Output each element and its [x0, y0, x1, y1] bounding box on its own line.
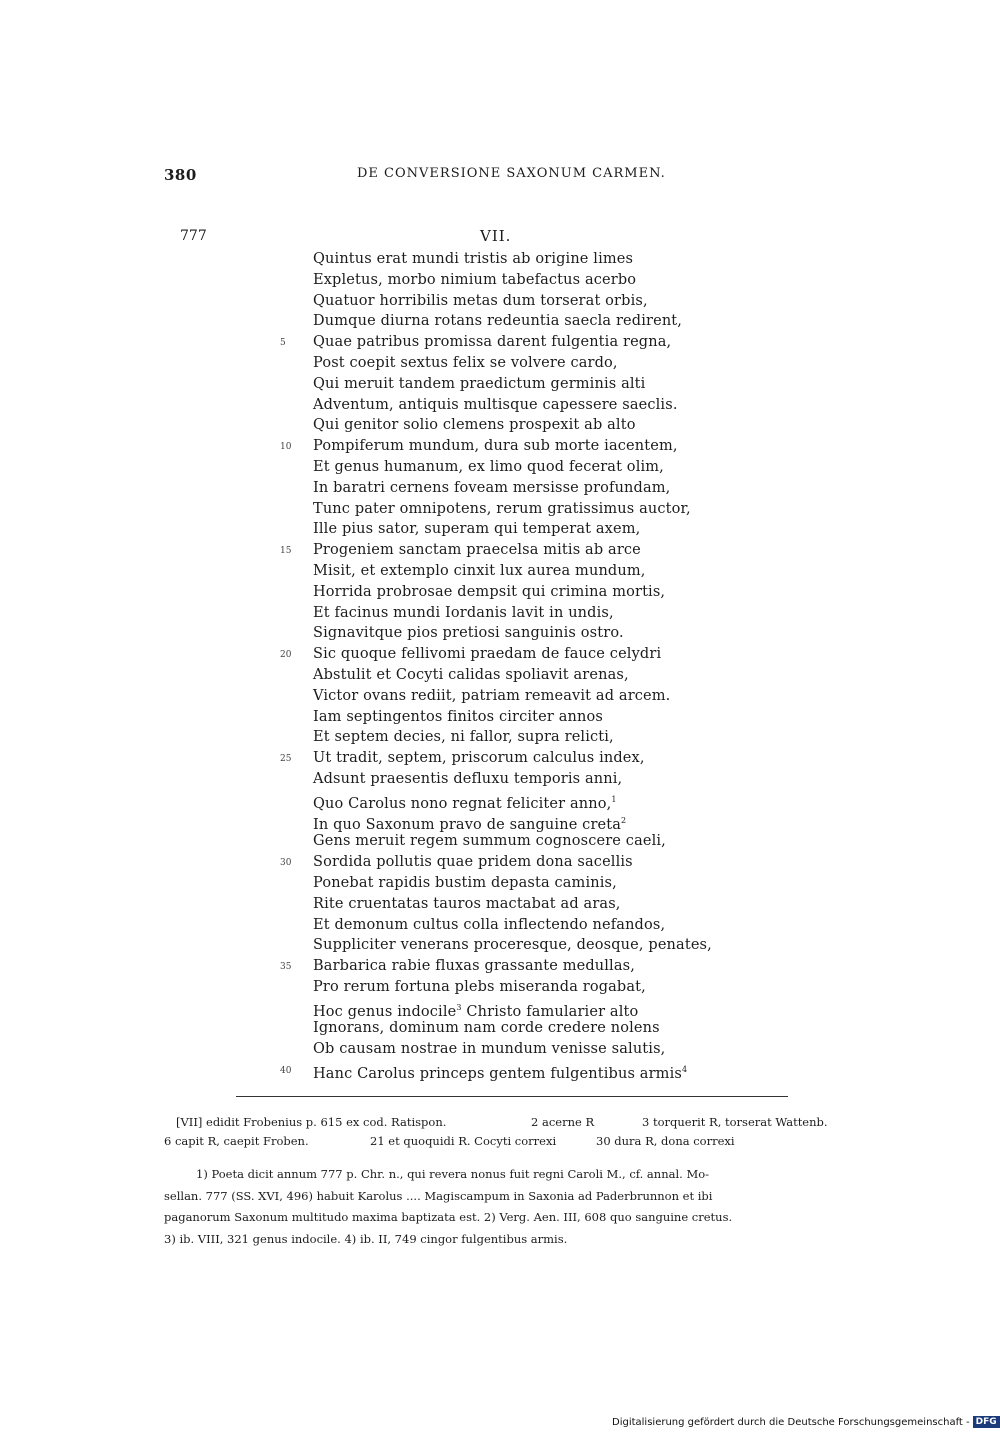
verse-text: [313, 311, 682, 332]
verse-line: [0, 769, 1000, 790]
verse-text-main: Dumque diurna rotans redeuntia saecla redirent,: [313, 313, 683, 330]
verse-line: [0, 790, 1000, 811]
verse-text: [313, 374, 645, 395]
verse-line: [0, 998, 1000, 1019]
verse-block: [0, 249, 1000, 1081]
verse-line: [0, 915, 1000, 936]
verse-line: [0, 873, 1000, 894]
verse-line: [0, 603, 1000, 624]
verse-line: [0, 291, 1000, 312]
verse-line: [0, 1039, 1000, 1060]
verse-line: [0, 707, 1000, 728]
verse-text: [313, 561, 646, 582]
page-number: 380: [164, 166, 197, 184]
verse-text: [313, 686, 670, 707]
verse-text: [313, 436, 678, 457]
verse-text: [313, 727, 614, 748]
verse-text-main: Quatuor horribilis metas dum torserat orbis,: [313, 292, 648, 309]
verse-text: [313, 873, 617, 894]
verse-line: [0, 561, 1000, 582]
verse-line: [0, 644, 1000, 665]
verse-line: [0, 956, 1000, 977]
verse-line: [0, 311, 1000, 332]
verse-text: [313, 915, 665, 936]
verse-text-main: Et facinus mundi Iordanis lavit in undis,: [313, 604, 614, 621]
verse-text: [313, 395, 678, 416]
verse-text: [313, 270, 636, 291]
running-head: DE CONVERSIONE SAXONUM CARMEN.: [357, 166, 666, 181]
verse-line: [0, 519, 1000, 540]
verse-line: [0, 1018, 1000, 1039]
verse-text: [313, 707, 603, 728]
verse-text: [313, 249, 633, 270]
verse-line: [0, 894, 1000, 915]
verse-text-main: Expletus, morbo nimium tabefactus acerbo: [313, 271, 637, 288]
verse-text-main: Pompiferum mundum, dura sub morte iacentem,: [313, 438, 678, 455]
verse-line: [0, 935, 1000, 956]
verse-text-main: Adventum, antiquis multisque capessere saeclis.: [313, 396, 678, 413]
verse-text: [313, 332, 671, 353]
verse-line: [0, 374, 1000, 395]
verse-text: [313, 540, 641, 561]
verse-number: 20: [280, 650, 292, 661]
margin-year: 777: [180, 228, 207, 244]
verse-line: [0, 582, 1000, 603]
verse-number: 30: [280, 858, 292, 869]
verse-line: [0, 395, 1000, 416]
apparatus-note: 6 capit R, caepit Froben.: [164, 1134, 309, 1148]
verse-line: [0, 686, 1000, 707]
verse-text-main: Hoc genus indocile: [313, 1003, 457, 1020]
verse-text-main: Abstulit et Cocyti calidas spoliavit arenas,: [313, 666, 629, 683]
verse-text-main: Ponebat rapidis bustim depasta caminis,: [313, 874, 617, 891]
verse-text: [313, 457, 664, 478]
verse-text-main: In baratri cernens foveam mersisse profundam,: [313, 479, 671, 496]
apparatus-line: [164, 1113, 836, 1132]
apparatus-note: 30 dura R, dona correxi: [596, 1134, 735, 1148]
verse-text: [313, 1060, 687, 1085]
verse-text-main: Progeniem sanctam praecelsa mitis ab arce: [313, 542, 641, 559]
verse-number: 15: [280, 546, 292, 557]
verse-text-main: Qui meruit tandem praedictum germinis alti: [313, 375, 646, 392]
verse-text: [313, 499, 691, 520]
verse-text-main: Et demonum cultus colla inflectendo nefandos,: [313, 916, 666, 933]
verse-text-main: Quae patribus promissa darent fulgentia regna,: [313, 334, 672, 351]
verse-line: [0, 353, 1000, 374]
verse-line: [0, 457, 1000, 478]
verse-text: [313, 582, 665, 603]
verse-text: [313, 415, 636, 436]
footer-credit: [612, 1416, 1000, 1428]
verse-text: [313, 665, 629, 686]
verse-text: [313, 769, 622, 790]
verse-text: [313, 603, 614, 624]
verse-line: [0, 436, 1000, 457]
verse-text-main: Post coepit sextus felix se volvere cardo,: [313, 354, 618, 371]
verse-text-main: Ille pius sator, superam qui temperat axem,: [313, 521, 641, 538]
critical-apparatus: [164, 1113, 836, 1151]
verse-text-main: Suppliciter venerans proceresque, deosque, penates,: [313, 937, 712, 954]
verse-text-main: Sordida pollutis quae pridem dona sacellis: [313, 854, 633, 871]
verse-text: [313, 852, 633, 873]
verse-line: [0, 977, 1000, 998]
verse-text-main: Et genus humanum, ex limo quod fecerat olim,: [313, 458, 664, 475]
verse-text-main: Sic quoque fellivomi praedam de fauce celydri: [313, 646, 662, 663]
verse-number: 5: [280, 338, 286, 349]
verse-text-main: Gens meruit regem summum cognoscere caeli,: [313, 833, 666, 850]
verse-text-main: Et septem decies, ni fallor, supra relicti,: [313, 729, 614, 746]
verse-text: [313, 935, 712, 956]
verse-text: [313, 644, 661, 665]
footnote-line: 3) ib. VIII, 321 genus indocile. 4) ib. II, 749 cingor fulgentibus armis.: [164, 1231, 568, 1246]
verse-text-main: Pro rerum fortuna plebs miseranda rogabat,: [313, 978, 646, 995]
verse-text: [313, 478, 670, 499]
footnote-marker: 1: [611, 794, 617, 804]
verse-line: [0, 811, 1000, 832]
verse-number: 25: [280, 754, 292, 765]
verse-text: [313, 623, 624, 644]
verse-number: 10: [280, 442, 292, 453]
verse-text-main: Qui genitor solio clemens prospexit ab alto: [313, 417, 636, 434]
verse-line: [0, 499, 1000, 520]
dfg-logo: DFG: [973, 1416, 1000, 1428]
verse-line: [0, 1060, 1000, 1081]
verse-text-main: Barbarica rabie fluxas grassante medullas,: [313, 958, 635, 975]
footnote-line: sellan. 777 (SS. XVI, 496) habuit Karolus .... Magiscampum in Saxonia ad Paderbrunnon et ibi: [164, 1188, 713, 1203]
verse-text: [313, 831, 666, 852]
footnote-marker: 2: [621, 815, 627, 825]
verse-text: [313, 956, 635, 977]
verse-text-after: Christo famularier alto: [461, 1003, 639, 1020]
verse-text-main: Quintus erat mundi tristis ab origine limes: [313, 251, 634, 267]
verse-text: [313, 1018, 660, 1039]
verse-text-main: Hanc Carolus princeps gentem fulgentibus armis: [313, 1066, 682, 1083]
verse-text-main: Signavitque pios pretiosi sanguinis ostro.: [313, 625, 624, 642]
footnotes: [164, 1164, 836, 1250]
verse-text-main: In quo Saxonum pravo de sanguine creta: [313, 816, 622, 833]
apparatus-rule: [236, 1096, 788, 1097]
verse-text-main: Adsunt praesentis defluxu temporis anni,: [313, 770, 623, 787]
verse-number: 35: [280, 962, 292, 973]
verse-line: [0, 831, 1000, 852]
verse-number: 40: [280, 1066, 292, 1077]
verse-line: [0, 249, 1000, 270]
verse-text-main: Tunc pater omnipotens, rerum gratissimus auctor,: [313, 500, 691, 517]
verse-line: [0, 852, 1000, 873]
verse-text: [313, 291, 648, 312]
verse-text-main: Ob causam nostrae in mundum venisse salutis,: [313, 1041, 666, 1058]
verse-line: [0, 332, 1000, 353]
verse-text: [313, 1039, 665, 1060]
verse-line: [0, 478, 1000, 499]
verse-text: [313, 748, 645, 769]
verse-line: [0, 665, 1000, 686]
verse-text-main: Horrida probrosae dempsit qui crimina mortis,: [313, 583, 666, 600]
verse-text-main: Victor ovans rediit, patriam remeavit ad arcem.: [313, 687, 671, 704]
footnote-marker: 4: [681, 1065, 688, 1075]
verse-text-main: Iam septingentos finitos circiter annos: [313, 708, 603, 725]
verse-line: [0, 270, 1000, 291]
footnote-marker: 3: [456, 1002, 462, 1012]
apparatus-line: [164, 1132, 836, 1151]
verse-text-main: Ut tradit, septem, priscorum calculus index,: [313, 750, 645, 767]
verse-text-main: Quo Carolus nono regnat feliciter anno,: [313, 795, 612, 812]
apparatus-note: [VII] edidit Frobenius p. 615 ex cod. Ratispon.: [176, 1115, 447, 1129]
verse-line: [0, 415, 1000, 436]
section-numeral: VII.: [480, 227, 512, 245]
verse-line: [0, 540, 1000, 561]
apparatus-note: 3 torquerit R, torserat Wattenb.: [642, 1115, 828, 1129]
footnote-line: paganorum Saxonum multitudo maxima baptizata est. 2) Verg. Aen. III, 608 quo sanguine cretus.: [164, 1210, 733, 1224]
verse-text: [313, 353, 618, 374]
verse-line: [0, 623, 1000, 644]
apparatus-note: 2 acerne R: [531, 1115, 595, 1129]
verse-text: [313, 519, 640, 540]
verse-text-main: Rite cruentatas tauros mactabat ad aras,: [313, 895, 621, 912]
verse-text: [313, 977, 646, 998]
footnote-line: 1) Poeta dicit annum 777 p. Chr. n., qui revera nonus fuit regni Caroli M., cf. annal. Mo-: [196, 1167, 710, 1181]
footer-credit-text: Digitalisierung gefördert durch die Deutsche Forschungsgemeinschaft -: [612, 1417, 970, 1428]
apparatus-note: 21 et quoquidi R. Cocyti correxi: [370, 1134, 557, 1148]
verse-line: [0, 748, 1000, 769]
verse-text: [313, 894, 621, 915]
verse-line: [0, 727, 1000, 748]
verse-text-main: Ignorans, dominum nam corde credere nolens: [313, 1020, 660, 1037]
verse-text-main: Misit, et extemplo cinxit lux aurea mundum,: [313, 562, 646, 579]
